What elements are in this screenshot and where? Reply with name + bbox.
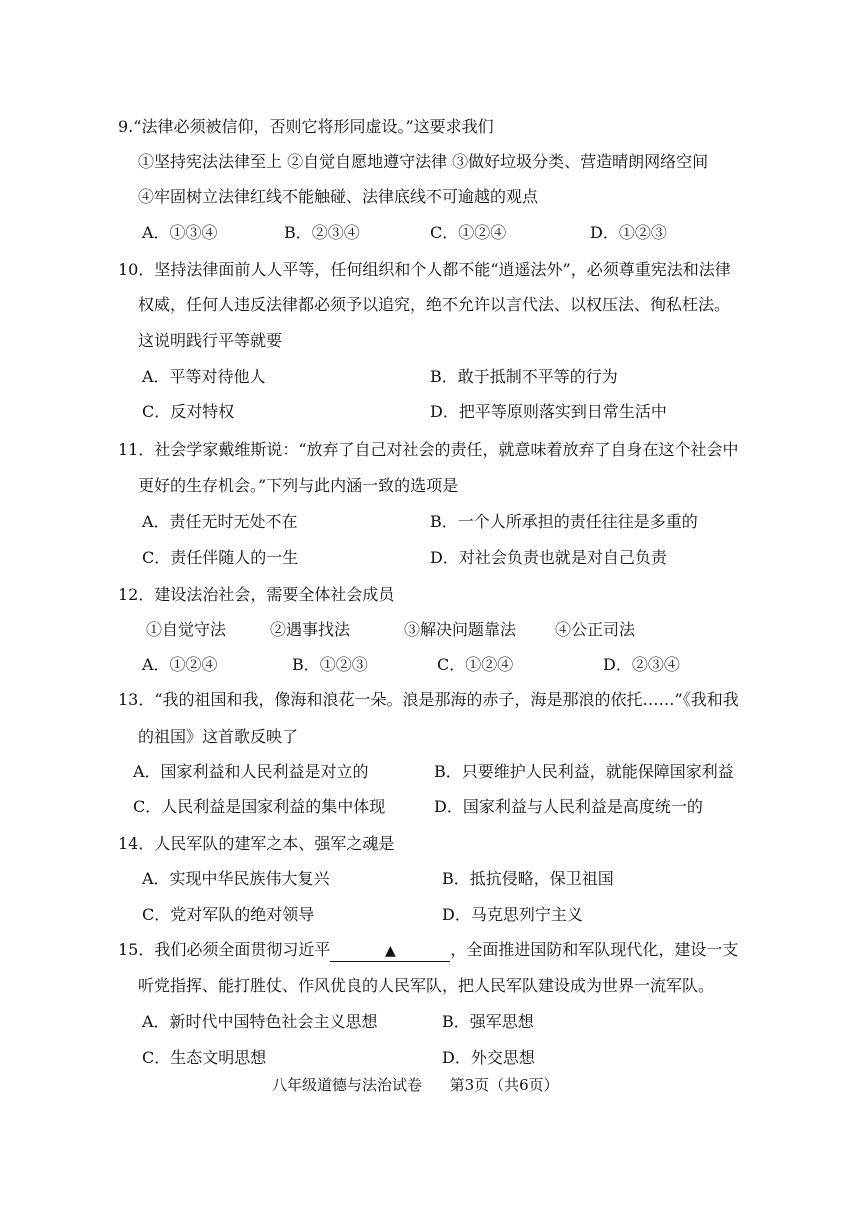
question-9-statements-2: ④牢固树立法律红线不能触碰、法律底线不可逾越的观点 (138, 187, 539, 206)
question-12-item-4: ④公正司法 (555, 620, 636, 639)
question-9-statements-1: ①坚持宪法法律至上 ②自觉自愿地遵守法律 ③做好垃圾分类、营造晴朗网络空间 (138, 152, 709, 171)
triangle-mark: ▲ (384, 943, 396, 959)
question-15-blank (330, 940, 450, 962)
question-13-option-a: A．国家利益和人民利益是对立的 (133, 762, 369, 781)
question-13-option-d: D．国家利益与人民利益是高度统一的 (434, 797, 703, 816)
question-9-option-a: A．①③④ (142, 223, 218, 242)
question-15-option-d: D．外交思想 (442, 1048, 535, 1067)
question-11-option-d: D．对社会负责也就是对自己负责 (430, 548, 667, 567)
question-15-option-a: A．新时代中国特色社会主义思想 (142, 1012, 378, 1031)
question-13-option-b: B．只要维护人民利益，就能保障国家利益 (434, 762, 734, 781)
question-11-option-a: A．责任无时无处不在 (142, 512, 298, 531)
question-14-option-d: D．马克思列宁主义 (442, 905, 583, 924)
question-14-option-a: A．实现中华民族伟大复兴 (142, 869, 330, 888)
question-12-option-d: D．②③④ (603, 655, 680, 674)
question-12-option-c: C．①②④ (437, 655, 514, 674)
question-13-stem-1: 13．“我的祖国和我，像海和浪花一朵。浪是那海的赤子，海是那浪的依托……”《我和我 (118, 690, 739, 709)
question-12-stem: 12．建设法治社会，需要全体社会成员 (118, 585, 395, 604)
question-10-option-c: C．反对特权 (142, 402, 235, 421)
question-11-option-c: C．责任伴随人的一生 (142, 548, 299, 567)
question-14-option-b: B．抵抗侵略，保卫祖国 (442, 869, 614, 888)
question-15-option-b: B．强军思想 (442, 1012, 534, 1031)
footer-page-number: 第3页（共6页） (449, 1076, 559, 1094)
question-10-stem-3: 这说明践行平等就要 (138, 331, 283, 350)
question-12-item-2: ②遇事找法 (270, 620, 351, 639)
question-15-stem-2: 听党指挥、能打胜仗、作风优良的人民军队，把人民军队建设成为世界一流军队。 (138, 976, 715, 995)
question-10-stem-1: 10．坚持法律面前人人平等，任何组织和个人都不能“逍遥法外”，必须尊重宪法和法律 (118, 260, 731, 279)
page-footer (272, 1075, 559, 1095)
question-12-item-3: ③解决问题靠法 (404, 620, 517, 639)
question-11-option-b: B．一个人所承担的责任往往是多重的 (430, 512, 698, 531)
question-15-stem-start: 15．我们必须全面贯彻习近平 (118, 940, 331, 959)
question-14-stem: 14．人民军队的建军之本、强军之魂是 (118, 834, 395, 853)
question-10-stem-2: 权威，任何人违反法律都必须予以追究，绝不允许以言代法、以权压法、徇私枉法。 (138, 295, 731, 314)
question-10-option-b: B．敢于抵制不平等的行为 (430, 367, 618, 386)
question-10-option-d: D．把平等原则落实到日常生活中 (430, 402, 667, 421)
question-15-option-c: C．生态文明思想 (142, 1048, 267, 1067)
question-9-option-b: B．②③④ (284, 223, 360, 242)
question-12-option-a: A．①②④ (142, 655, 218, 674)
question-11-stem-1: 11．社会学家戴维斯说：“放弃了自己对社会的责任，就意味着放弃了自身在这个社会中 (118, 440, 739, 459)
footer-title: 八年级道德与法治试卷 (272, 1076, 423, 1094)
question-14-option-c: C．党对军队的绝对领导 (142, 905, 315, 924)
question-9-option-c: C．①②④ (430, 223, 507, 242)
question-15-stem-end: ，全面推进国防和军队现代化，建设一支 (450, 940, 739, 959)
question-9-option-d: D．①②③ (590, 223, 667, 242)
question-15-stem-1 (118, 940, 738, 962)
question-12-option-b: B．①②③ (292, 655, 368, 674)
question-13-option-c: C．人民利益是国家利益的集中体现 (133, 797, 386, 816)
question-10-option-a: A．平等对待他人 (142, 367, 266, 386)
question-9-stem: 9.“法律必须被信仰，否则它将形同虚设。”这要求我们 (118, 117, 494, 136)
question-11-stem-2: 更好的生存机会。”下列与此内涵一致的选项是 (138, 476, 459, 495)
question-12-item-1: ①自觉守法 (146, 620, 227, 639)
question-13-stem-2: 的祖国》这首歌反映了 (138, 727, 299, 746)
